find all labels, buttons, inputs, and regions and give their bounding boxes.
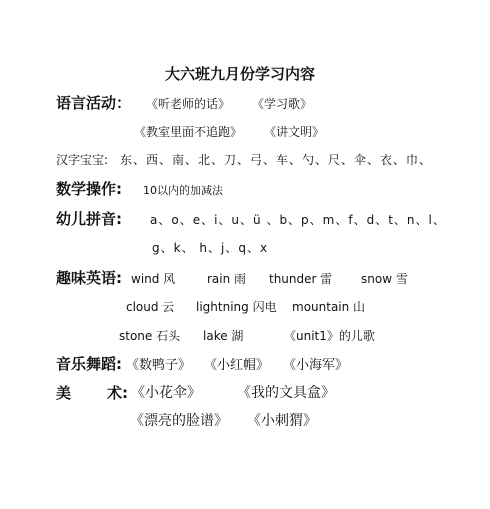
hanzi-chars: 东、西、南、北、刀、弓、车、勺、尺、伞、衣、巾、	[120, 153, 433, 167]
english-word: mountain 山	[292, 300, 366, 314]
music-label: 音乐舞蹈:	[56, 355, 122, 373]
art-item: 《小刺猬》	[247, 413, 317, 429]
music-item: 《小海军》	[283, 358, 349, 373]
language-item: 《讲文明》	[264, 125, 325, 139]
math-content: 10以内的加减法	[143, 184, 223, 197]
english-word: cloud 云	[126, 300, 175, 314]
language-item: 《听老师的话》	[146, 97, 231, 111]
pinyin-line-2: g、k、 h、j、q、x	[152, 241, 269, 255]
language-label: 语言活动：	[56, 94, 132, 112]
english-word: wind 风	[131, 272, 176, 286]
art-item: 《漂亮的脸谱》	[130, 413, 228, 429]
art-item: 《小花伞》	[131, 385, 201, 401]
art-label: 术:	[107, 384, 128, 402]
english-word: 《unit1》的儿歌	[284, 329, 375, 343]
art-item: 《我的文具盒》	[237, 385, 335, 401]
english-word: snow 雪	[361, 272, 408, 286]
music-item: 《数鸭子》	[126, 358, 192, 373]
pinyin-label: 幼儿拼音:	[56, 210, 122, 228]
language-item: 《教室里面不追跑》	[134, 125, 243, 139]
hanzi-label: 汉字宝宝:	[56, 153, 109, 167]
english-word: rain 雨	[207, 272, 247, 286]
math-label: 数学操作:	[56, 180, 122, 198]
english-label: 趣味英语:	[56, 269, 122, 287]
english-word: stone 石头	[119, 329, 181, 343]
pinyin-line-1: a、o、e、i、u、ü 、b、p、m、f、d、t、n、l、	[150, 213, 446, 227]
language-item: 《学习歌》	[252, 97, 313, 111]
page-title: 大六班九月份学习内容	[165, 65, 316, 83]
music-item: 《小红帽》	[204, 358, 270, 373]
english-word: lightning 闪电	[196, 300, 277, 314]
art-label: 美	[56, 384, 72, 402]
english-word: lake 湖	[203, 329, 244, 343]
english-word: thunder 雷	[269, 272, 333, 286]
